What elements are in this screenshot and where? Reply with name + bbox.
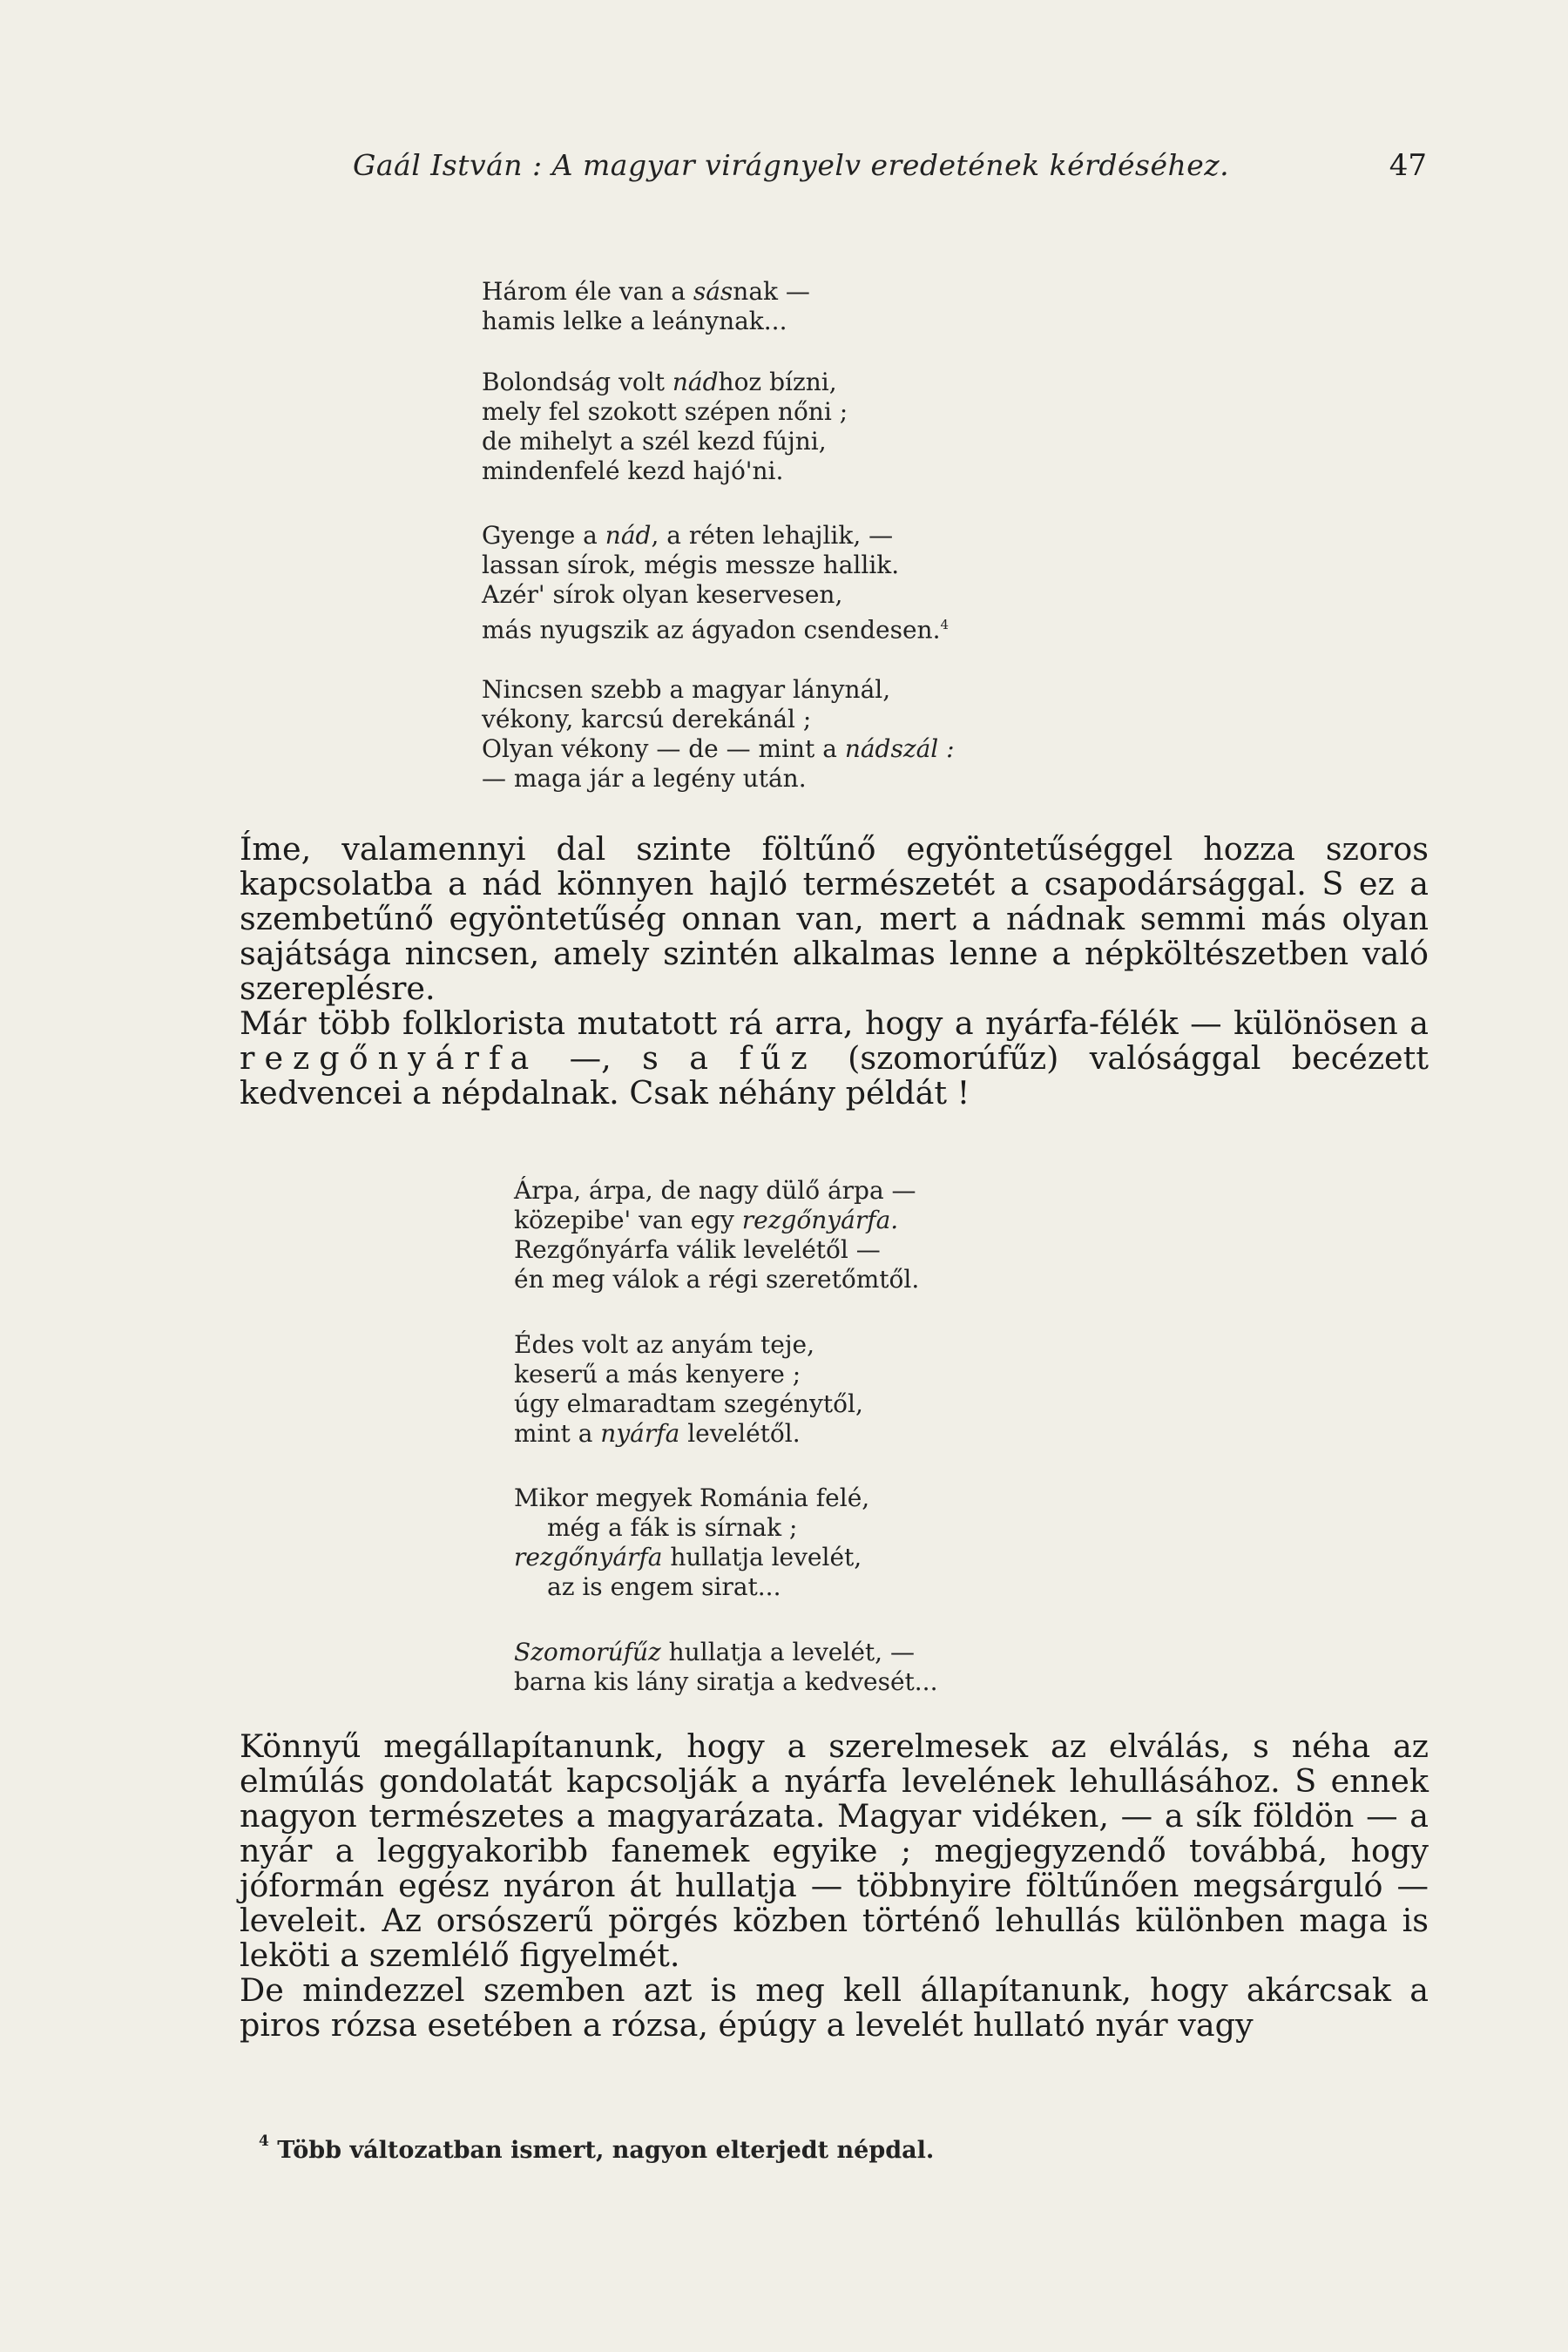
poem-line: barna kis lány siratja a kedvesét... [514, 1667, 938, 1696]
poem-stanza [482, 521, 949, 645]
poem-line: az is engem sirat... [547, 1572, 781, 1601]
poem-line: hamis lelke a leánynak... [482, 307, 787, 335]
footnote-mark: 4 [259, 2132, 269, 2150]
paragraph: Már több folklorista mutatott rá arra, hogy a nyárfa-félék — különösen a rezgőnyárfa —, s a fűz (szomorúfűz) valósággal becézett kedvencei a népdalnak. Csak néhány példát ! [240, 1004, 1429, 1112]
poem-line: Azér' sírok olyan keservesen, [482, 580, 843, 609]
prose-block [240, 1729, 1429, 2043]
page-header [353, 148, 1427, 192]
poem-line: még a fák is sírnak ; [547, 1513, 798, 1542]
poem-line: de mihelyt a szél kezd fújni, [482, 427, 827, 456]
poem-line: Olyan vékony — de — mint a nádszál : [482, 734, 955, 763]
poem-stanza [482, 368, 848, 486]
poem-line: Három éle van a sásnak — [482, 277, 810, 306]
poem-line: Szomorúfűz hullatja a levelét, — [514, 1638, 915, 1666]
poem-line: én meg válok a régi szeretőmtől. [514, 1265, 920, 1294]
poem-line: mely fel szokott szépen nőni ; [482, 397, 848, 426]
paragraph: Íme, valamennyi dal szinte föltűnő egyöntetűséggel hozza szoros kapcsolatba a nád könnyen hajló természetét a csapodársággal. S ez a szembetűnő egyöntetűség onnan van, mert a nádnak semmi más olyan sajátsága nincsen, amely szintén alkalmas lenne a népköltészetben való szereplésre. [240, 830, 1429, 1007]
poem-line: lassan sírok, mégis messze hallik. [482, 551, 900, 579]
poem-line: Mikor megyek Románia felé, [514, 1484, 870, 1512]
footnote: $^4$ Több változatban ismert, nagyon elterjedt népdal. [259, 2132, 935, 2164]
poem-line: keserű a más kenyere ; [514, 1360, 801, 1389]
poem-stanza [514, 1484, 869, 1602]
poem-line: mindenfelé kezd hajó'ni. [482, 456, 784, 485]
poem-stanza [514, 1330, 863, 1449]
poem-line: közepibe' van egy rezgőnyárfa. [514, 1206, 899, 1234]
poem-line: más nyugszik az ágyadon csendesen.$^4$ [482, 615, 950, 645]
prose-block [240, 832, 1429, 1111]
paragraph: Könnyű megállapítanunk, hogy a szerelmesek az elválás, s néha az elmúlás gondolatát kapcsolják a nyárfa levelének lehullásához. S ennek nagyon természetes a magyarázata. Magyar vidéken, — a sík földön — a nyár a leggyakoribb fanemek egyike ; megjegyzendő továbbá, hogy jóformán egész nyáron át hullatja — többnyire föltűnően megsárguló — leveleit. Az orsószerű pörgés közben történő lehullás különben maga is leköti a szemlélő figyelmét. [240, 1727, 1429, 1974]
poem-line: Édes volt az anyám teje, [514, 1330, 814, 1359]
poem-line: Árpa, árpa, de nagy dülő árpa — [514, 1176, 916, 1205]
poem-line: Nincsen szebb a magyar lánynál, [482, 675, 891, 704]
poem-stanza [482, 675, 955, 794]
poem-line: — maga jár a legény után. [482, 764, 807, 793]
page-number: 47 [1389, 148, 1427, 183]
poem-line: rezgőnyárfa hullatja levelét, [514, 1543, 862, 1571]
poem-line: mint a nyárfa levelétől. [514, 1419, 801, 1448]
footnote-ref: 4 [940, 617, 950, 632]
poem-line: Bolondság volt nádhoz bízni, [482, 368, 837, 396]
poem-line: Rezgőnyárfa válik levelétől — [514, 1235, 881, 1264]
poem-line: vékony, karcsú derekánál ; [482, 705, 812, 733]
poem-line: Gyenge a nád, a réten lehajlik, — [482, 521, 894, 550]
poem-line: úgy elmaradtam szegénytől, [514, 1389, 863, 1418]
poem-stanza [514, 1638, 938, 1697]
poem-stanza [514, 1176, 919, 1294]
poem-stanza [482, 277, 810, 336]
running-head: Gaál István : A magyar virágnyelv eredetének kérdéséhez. [353, 148, 1230, 182]
paragraph: De mindezzel szemben azt is meg kell állapítanunk, hogy akárcsak a piros rózsa esetében a rózsa, épúgy a levelét hullató nyár vagy [240, 1971, 1429, 2044]
